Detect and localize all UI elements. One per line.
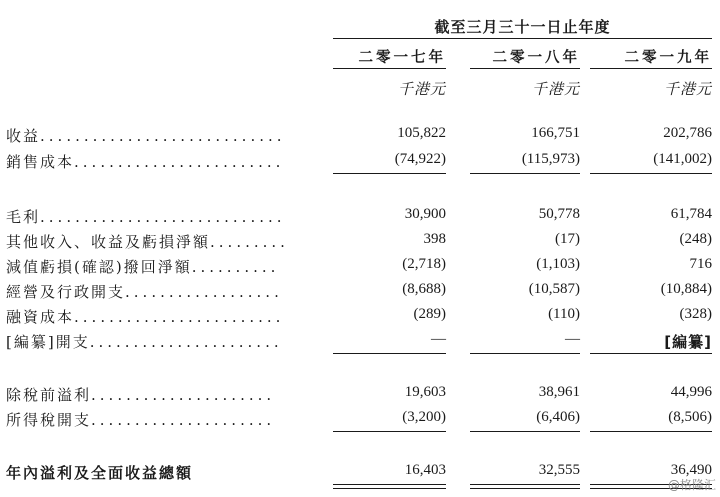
table-cell: — — [565, 331, 580, 347]
table-cell: 166,751 — [531, 125, 580, 141]
table-cell: 61,784 — [670, 206, 712, 222]
table-cell: (3,200) — [402, 409, 446, 425]
table-cell: (289) — [413, 306, 446, 322]
subtotal-rule — [333, 173, 446, 174]
table-cell: (10,587) — [528, 281, 580, 297]
table-cell: 32,555 — [538, 462, 580, 478]
row-label-finance-costs: 融資成本........................ — [6, 308, 285, 326]
subtotal-rule — [470, 431, 580, 432]
table-cell: (74,922) — [394, 151, 446, 167]
table-cell: 44,996 — [670, 384, 712, 400]
table-cell: (115,973) — [521, 151, 580, 167]
row-label-impairment: 減值虧損(確認)撥回淨額.......... — [6, 258, 280, 276]
period-underline — [333, 38, 712, 39]
year-underline-2 — [470, 68, 580, 69]
unit-label: 千港元 — [663, 80, 712, 98]
subtotal-rule — [590, 431, 712, 432]
subtotal-rule — [333, 353, 446, 354]
watermark: @格隆汇 — [667, 478, 716, 492]
row-label-admin-expenses: 經營及行政開支.................. — [6, 283, 283, 301]
subtotal-rule — [590, 173, 712, 174]
table-cell: (17) — [555, 231, 580, 247]
table-cell: (110) — [548, 306, 580, 322]
row-label-redacted-expenses: [編纂]開支...................... — [6, 333, 283, 351]
total-double-rule — [333, 484, 446, 485]
table-cell: (328) — [679, 306, 712, 322]
period-title: 截至三月三十一日止年度 — [434, 18, 611, 36]
total-double-rule — [470, 484, 580, 485]
table-cell: — — [431, 331, 446, 347]
row-label-gross-profit: 毛利............................ — [6, 208, 286, 226]
row-label-total-profit: 年內溢利及全面收益總額 — [6, 464, 194, 482]
total-double-rule — [333, 488, 446, 489]
total-double-rule — [470, 488, 580, 489]
table-cell: 16,403 — [404, 462, 446, 478]
table-cell: [編纂] — [664, 333, 712, 351]
table-cell: (10,884) — [660, 281, 712, 297]
table-cell: (8,688) — [402, 281, 446, 297]
table-cell: 19,603 — [404, 384, 446, 400]
year-header-2018: 二零一八年 — [492, 50, 580, 66]
table-cell: (6,406) — [536, 409, 580, 425]
year-header-2017: 二零一七年 — [358, 50, 446, 66]
year-underline-1 — [333, 68, 446, 69]
row-label-revenue: 收益............................ — [6, 127, 286, 145]
table-cell: 36,490 — [670, 462, 712, 478]
table-cell: 716 — [689, 256, 712, 272]
row-label-cost-of-sales: 銷售成本........................ — [6, 153, 285, 171]
year-header-2019: 二零一九年 — [624, 50, 712, 66]
table-cell: 202,786 — [663, 125, 712, 141]
table-cell: (2,718) — [402, 256, 446, 272]
subtotal-rule — [590, 353, 712, 354]
unit-label: 千港元 — [531, 80, 580, 98]
subtotal-rule — [470, 353, 580, 354]
table-cell: (8,506) — [668, 409, 712, 425]
row-label-other-income: 其他收入、收益及虧損淨額......... — [6, 233, 289, 251]
subtotal-rule — [333, 431, 446, 432]
row-label-income-tax: 所得稅開支..................... — [6, 411, 276, 429]
table-cell: 30,900 — [404, 206, 446, 222]
unit-label: 千港元 — [397, 80, 446, 98]
table-cell: (248) — [679, 231, 712, 247]
row-label-profit-before-tax: 除稅前溢利..................... — [6, 386, 276, 404]
year-underline-3 — [590, 68, 712, 69]
table-cell: 50,778 — [538, 206, 580, 222]
table-cell: 398 — [423, 231, 446, 247]
table-cell: (141,002) — [653, 151, 712, 167]
table-cell: (1,103) — [536, 256, 580, 272]
table-cell: 105,822 — [397, 125, 446, 141]
table-cell: 38,961 — [538, 384, 580, 400]
subtotal-rule — [470, 173, 580, 174]
